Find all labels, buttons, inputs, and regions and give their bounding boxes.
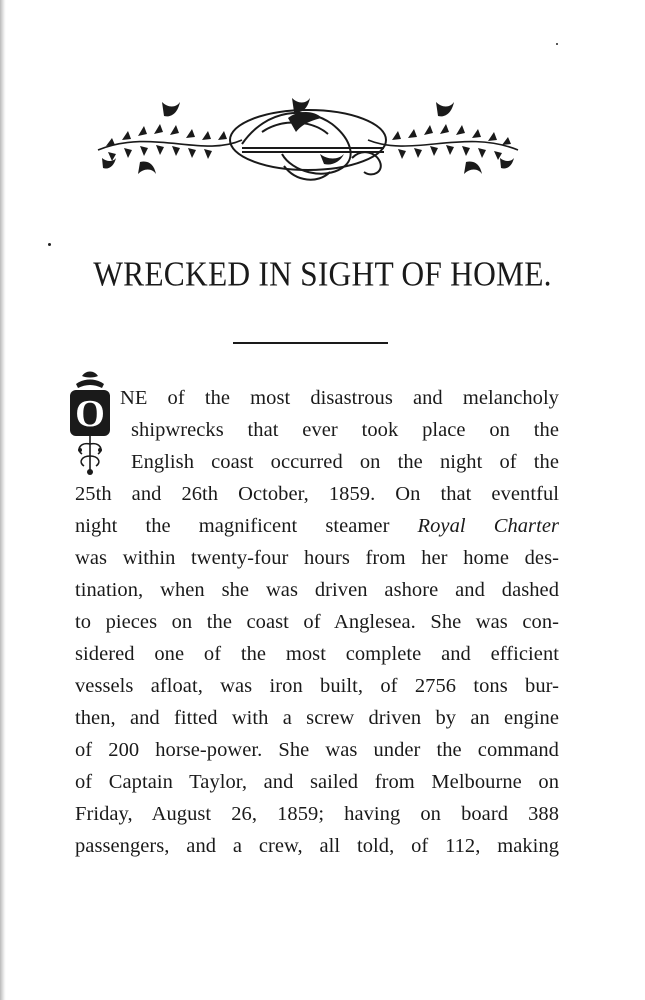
text-line-3: English coast occurred on the night of the xyxy=(131,451,559,473)
text-line-13: of Captain Taylor, and sailed from Melbourne on xyxy=(75,771,559,793)
ornamental-headpiece xyxy=(92,88,524,194)
text-line-11: then, and fitted with a screw driven by an engine xyxy=(75,707,559,729)
text-line-10: vessels afloat, was iron built, of 2756 tons bur- xyxy=(75,675,559,697)
ship-name-italic: Royal Charter xyxy=(417,515,559,537)
page-edge-shadow xyxy=(0,0,6,1000)
ink-speck xyxy=(48,243,51,246)
drop-cap-letter: O xyxy=(75,393,105,435)
text-line-2: shipwrecks that ever took place on the xyxy=(131,419,559,441)
text-line-4: 25th and 26th October, 1859. On that eventful xyxy=(75,483,559,505)
text-line-14: Friday, August 26, 1859; having on board 388 xyxy=(75,803,559,825)
text-line-1: NE of the most disastrous and melancholy xyxy=(120,387,559,409)
text-line-5: night the magnificent steamer Royal Charter xyxy=(75,515,559,537)
text-line-8: to pieces on the coast of Anglesea. She was con- xyxy=(75,611,559,633)
body-paragraph xyxy=(75,382,559,862)
text-line-9: sidered one of the most complete and efficient xyxy=(75,643,559,665)
ink-speck xyxy=(556,43,558,45)
text-line-12: of 200 horse-power. She was under the command xyxy=(75,739,559,761)
title-rule xyxy=(233,342,388,344)
text-line-6: was within twenty-four hours from her home des- xyxy=(75,547,559,569)
chapter-title: WRECKED IN SIGHT OF HOME. xyxy=(93,254,552,294)
text-line-7: tination, when she was driven ashore and dashed xyxy=(75,579,559,601)
text-line-15: passengers, and a crew, all told, of 112, making xyxy=(75,835,559,857)
